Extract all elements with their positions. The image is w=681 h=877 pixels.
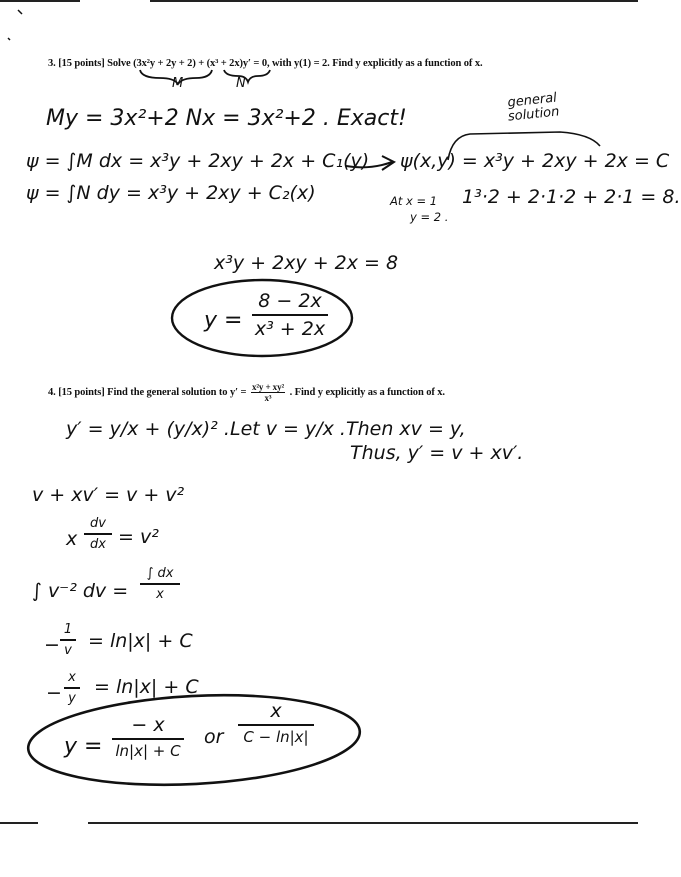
p4-step-4-sign: − [44,634,60,656]
p3-initial-condition-eval: 1³·2 + 2·1·2 + 2·1 = 8. [462,186,681,208]
problem-4-prompt-tail: . Find y explicitly as a function of x. [289,386,445,398]
p3-partials-line: My = 3x²+2 Nx = 3x²+2 . Exact! [46,106,407,131]
note-bracket-stroke [448,132,600,160]
p3-integral-m-line: ψ = ∫M dx = x³y + 2xy + 2x + C₁(y) [26,150,370,172]
p4-answer-2-denominator: C − ln|x| [243,728,309,746]
stray-mark-2 [8,38,10,40]
p4-answer-lhs: y = [64,734,103,759]
answer-4-oval [26,687,362,792]
p4-answer-2-numerator: x [270,700,282,722]
p3-answer-denominator: x³ + 2x [254,318,326,340]
p4-step-4-rhs: = ln|x| + C [88,630,193,652]
p4-step-5-numerator: x [68,670,76,685]
p3-answer-numerator: 8 − 2x [258,290,322,312]
p4-step-3-lhs: ∫ v⁻² dv = [32,580,129,602]
p4-step-2-rhs: = v² [118,526,159,548]
p4-substitution: Let v = y/x . [230,418,346,440]
p4-thus: Thus, y′ = v + xv′. [350,442,524,464]
p4-then: Then xv = y, [346,418,466,440]
p4-step-5-denominator: y [68,691,76,706]
answer-3-oval [172,280,352,356]
brace-label-n: N [236,76,246,91]
p4-step-2-lhs: x [66,528,78,550]
stray-mark [18,10,22,14]
p3-initial-condition-y: y = 2 . [410,210,449,224]
p4-step-4-numerator: 1 [63,622,73,637]
p4-step-2-numerator: dv [90,516,106,531]
p3-answer-lhs: y = [204,308,243,333]
p4-step-5-rhs: = ln|x| + C [94,676,199,698]
p4-answer-1-numerator: − x [131,714,165,736]
p4-rewritten-ode: y′ = y/x + (y/x)² . [66,418,230,440]
brace-n-stroke [224,70,270,82]
p3-implicit-equation: x³y + 2xy + 2x = 8 [214,252,399,274]
p3-general-solution-note: general solution [506,90,561,125]
arrow-stroke [346,162,392,167]
p4-step-3-denominator: x [156,587,164,602]
p4-step-3-numerator: ∫ dx [146,566,174,581]
p4-step-2-denominator: dx [90,537,106,552]
problem-3-prompt: 3. [15 points] Solve (3x²y + 2y + 2) + (x³ + 2x)y′ = 0, with y(1) = 2. Find y explicitly as a function of x. [48,58,483,69]
brace-m-stroke [140,70,212,84]
p3-initial-condition-x: At x = 1 [390,194,438,208]
bottom-edge-rule-left [0,822,38,824]
p4-step-4-denominator: v [64,643,72,658]
p4-step-5-sign: − [46,682,62,704]
bottom-edge-rule-mid [88,822,638,824]
p3-psi-result: ψ(x,y) = x³y + 2xy + 2x = C [400,150,670,172]
brace-label-m: M [172,76,184,91]
p3-integral-n-line: ψ = ∫N dy = x³y + 2xy + C₂(x) [26,182,316,204]
p4-step-1: v + xv′ = v + v² [32,484,185,506]
problem-4-prompt-lead: 4. [15 points] Find the general solution to y′ = [48,386,247,398]
problem-4-prompt-numerator: x²y + xy² [251,382,285,392]
problem-4-prompt-denominator: x³ [264,393,272,403]
p4-answer-1-denominator: ln|x| + C [115,742,181,760]
p4-answer-or: or [204,726,224,748]
